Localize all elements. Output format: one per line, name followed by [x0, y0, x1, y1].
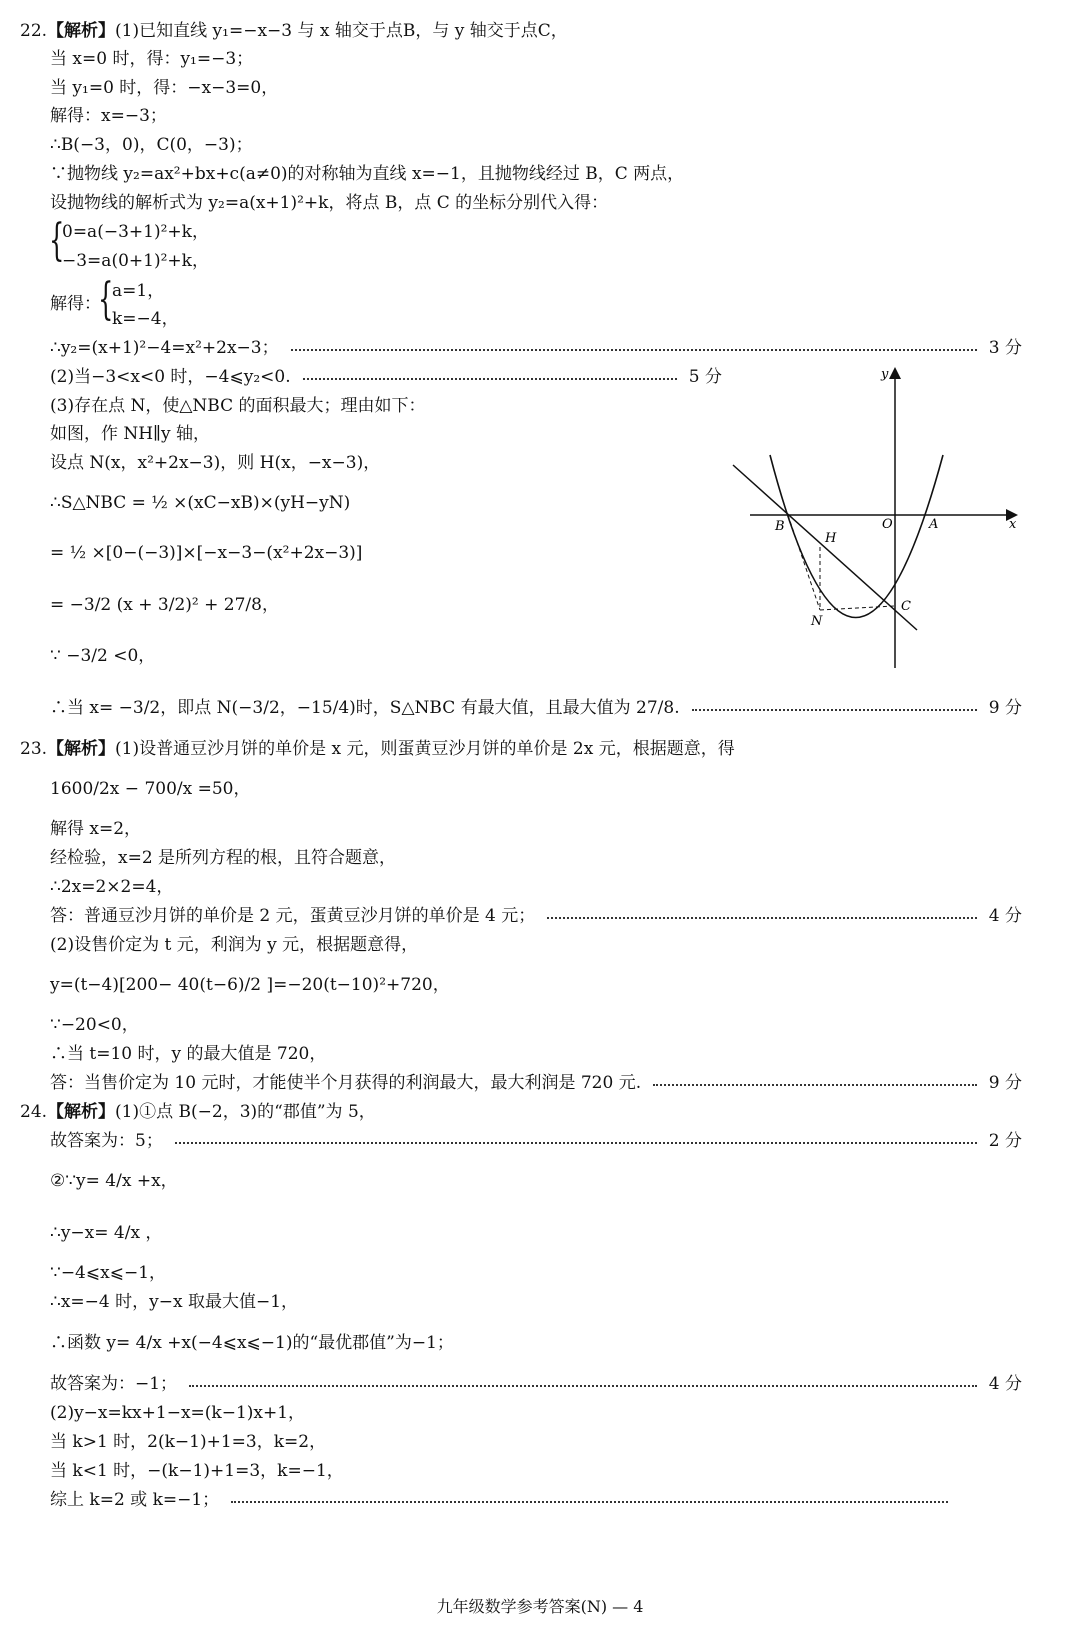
q22-line-6: ∵抛物线 y₂=ax²+bx+c(a≠0)的对称轴为直线 x=−1，且抛物线经过 B，C 两点，: [50, 164, 685, 184]
q24-number: 24.: [20, 1102, 48, 1122]
q24-line-3: ②∵y= 4/x +x，: [50, 1171, 178, 1191]
q23-line-9: ∵−20<0，: [50, 1015, 139, 1035]
q22-system-eq-2: −3=a(0+1)²+k，: [62, 251, 209, 271]
label-a: A: [929, 517, 939, 532]
dot-leader: [189, 1385, 977, 1387]
score-label: 4 分: [988, 1374, 1022, 1394]
q23-line-6: 答：普通豆沙月饼的单价是 2 元，蛋黄豆沙月饼的单价是 4 元； 4 分: [50, 903, 1022, 929]
score-label: 9 分: [988, 1073, 1022, 1093]
q22-solve-a: a=1，: [112, 281, 165, 301]
label-b: B: [775, 519, 785, 534]
q22-line-12: ∴y₂=(x+1)²−4=x²+2x−3； 3 分: [50, 335, 1022, 361]
line-bc: [733, 465, 917, 630]
dot-leader: [692, 709, 977, 711]
q22-line-21: ∴当 x= −3/2，即点 N(−3/2，−15/4)时，S△NBC 有最大值，且最大值为 27/8. 9 分: [50, 695, 1022, 721]
q22-line-16: 设点 N(x，x²+2x−3)，则 H(x，−x−3)，: [50, 453, 381, 473]
q22-line-4: 解得：x=−3；: [50, 106, 167, 126]
system-brace-2: {: [98, 274, 114, 325]
score-label: 3 分: [988, 338, 1022, 358]
dot-leader: [653, 1084, 977, 1086]
q23-line-5: ∴2x=2×2=4，: [50, 877, 174, 897]
q22-line-13: (2)当−3<x<0 时，−4⩽y₂<0. 5 分: [50, 364, 722, 390]
q22-line-19: = −3/2 (x + 3/2)² + 27/8，: [50, 595, 279, 615]
q24-line-7: ∴函数 y= 4/x +x(−4⩽x⩽−1)的“最优郡值”为−1；: [50, 1333, 454, 1353]
label-c: C: [901, 599, 911, 614]
q24-header: 【解析】: [47, 1102, 116, 1122]
q23-line-2: 1600/2x − 700/x =50，: [50, 779, 251, 799]
label-o: O: [882, 517, 893, 532]
score-label: 2 分: [988, 1131, 1022, 1151]
q22-line-1: [20, 18, 568, 44]
label-x: x: [1009, 517, 1017, 532]
score-label: 5 分: [688, 367, 722, 387]
page-footer: 九年级数学参考答案(N) — 4: [436, 1597, 644, 1616]
dot-leader: [231, 1501, 948, 1503]
dot-leader: [303, 378, 677, 380]
q22-line-20: ∵ −3/2 <0，: [50, 646, 156, 666]
dot-leader: [175, 1142, 977, 1144]
q23-header: 【解析】: [47, 739, 116, 759]
q22-line-18: = ½ ×[0−(−3)]×[−x−3−(x²+2x−3)]: [50, 543, 363, 563]
q22-line-5: ∴B(−3，0)，C(0，−3)；: [50, 135, 253, 155]
q22-number: 22.: [20, 21, 48, 41]
label-h: H: [825, 531, 837, 546]
q24-line-8: 故答案为：−1； 4 分: [50, 1371, 1022, 1397]
q24-line-5: ∵−4⩽x⩽−1，: [50, 1263, 167, 1283]
q24-line-10: 当 k>1 时，2(k−1)+1=3，k=2，: [50, 1432, 327, 1452]
q23-number: 23.: [20, 739, 48, 759]
q22-text: (1)已知直线 y₁=−x−3 与 x 轴交于点B，与 y 轴交于点C，: [115, 21, 568, 41]
score-label: 9 分: [988, 698, 1022, 718]
q24-line-11: 当 k<1 时，−(k−1)+1=3，k=−1，: [50, 1461, 344, 1481]
q23-line-8: y=(t−4)[200− 40(t−6)/2 ]=−20(t−10)²+720，: [50, 975, 450, 995]
q22-line-14: (3)存在点 N，使△NBC 的面积最大；理由如下：: [50, 396, 426, 416]
dot-leader: [547, 917, 977, 919]
q23-line-10: ∴当 t=10 时，y 的最大值是 720，: [50, 1044, 327, 1064]
segment-nc: [820, 606, 895, 610]
q24-line-12: 综上 k=2 或 k=−1；: [50, 1487, 960, 1513]
q24-line-1: 24. 【解析】 (1)①点 B(−2，3)的“郡值”为 5，: [20, 1099, 376, 1125]
q24-line-2: 故答案为：5； 2 分: [50, 1128, 1022, 1154]
parabola-curve: [770, 455, 943, 618]
q24-line-9: (2)y−x=kx+1−x=(k−1)x+1，: [50, 1403, 306, 1423]
q23-line-7: (2)设售价定为 t 元，利润为 y 元，根据题意得，: [50, 935, 419, 955]
q22-line-17: ∴S△NBC = ½ ×(xC−xB)×(yH−yN): [50, 493, 351, 513]
q23-line-4: 经检验，x=2 是所列方程的根，且符合题意，: [50, 848, 397, 868]
q23-line-11: 答：当售价定为 10 元时，才能使半个月获得的利润最大，最大利润是 720 元. 9 分: [50, 1070, 1022, 1096]
q22-line-7: 设抛物线的解析式为 y₂=a(x+1)²+k，将点 B，点 C 的坐标分别代入得：: [50, 193, 609, 213]
q23-line-1: 23. 【解析】 (1)设普通豆沙月饼的单价是 x 元，则蛋黄豆沙月饼的单价是 2x 元，根据题意，得: [20, 736, 735, 762]
system-brace-1: {: [49, 215, 65, 266]
label-n: N: [811, 614, 823, 629]
q24-line-6: ∴x=−4 时，y−x 取最大值−1，: [50, 1292, 299, 1312]
q23-line-3: 解得 x=2，: [50, 819, 142, 839]
q22-solve-k: k=−4，: [112, 309, 179, 329]
q22-line-3: 当 y₁=0 时，得：−x−3=0，: [50, 78, 279, 98]
dot-leader: [291, 349, 977, 351]
label-y: y: [881, 367, 889, 382]
q24-line-4: ∴y−x= 4/x ，: [50, 1223, 163, 1243]
parabola-figure: [725, 360, 1035, 675]
q22-header: 【解析】: [47, 21, 116, 41]
q22-system-eq-1: 0=a(−3+1)²+k，: [62, 222, 209, 242]
q22-solve-label: 解得：: [50, 294, 101, 314]
score-label: 4 分: [988, 906, 1022, 926]
q22-line-15: 如图，作 NH∥y 轴，: [50, 424, 210, 444]
q22-line-2: 当 x=0 时，得：y₁=−3；: [50, 49, 254, 69]
